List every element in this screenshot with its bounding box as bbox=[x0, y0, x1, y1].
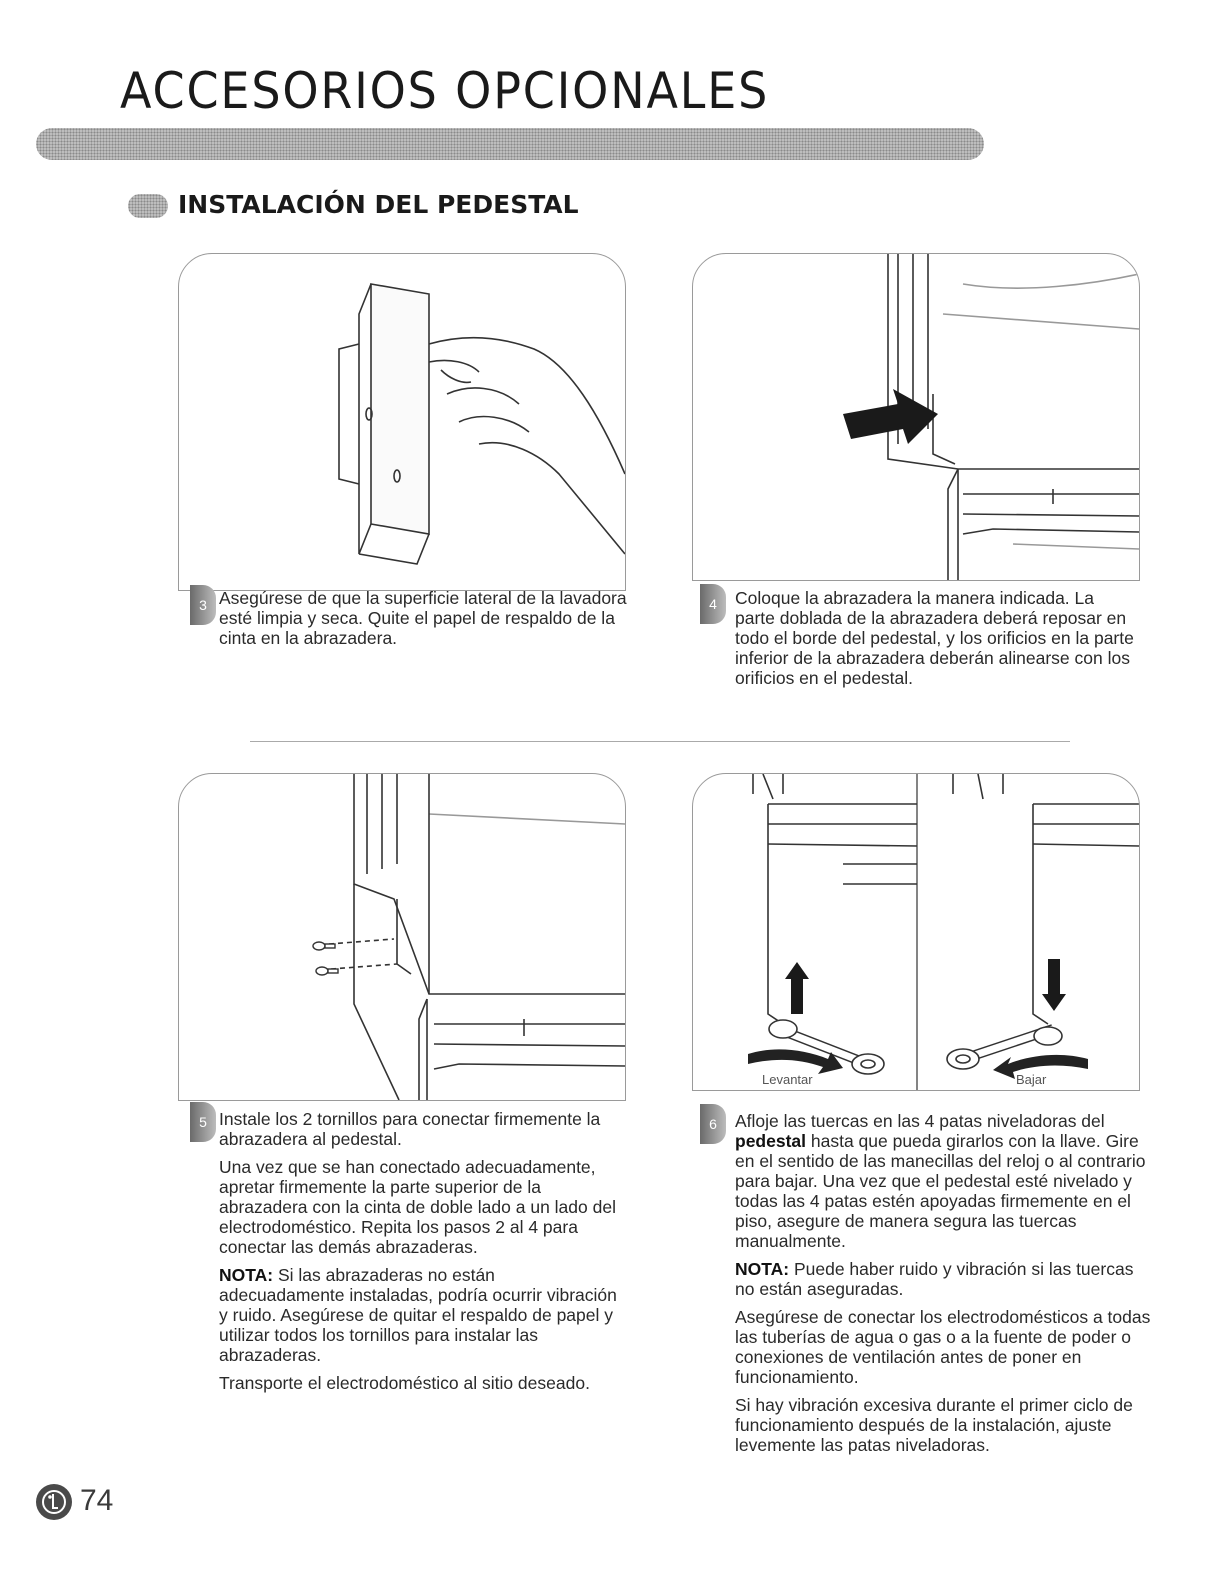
illustration-step-4 bbox=[692, 253, 1140, 581]
section-pill bbox=[128, 194, 168, 218]
step-5-note-text: Si las abrazaderas no están adecuadamente instaladas, podría ocurrir vibración y ruido. Asegúrese de quitar el respaldo de papel y utilizar todos los tornillos para instalar las abrazaderas. bbox=[219, 1265, 617, 1365]
title-bar bbox=[36, 128, 984, 160]
caption-lower: Bajar bbox=[1016, 1072, 1047, 1087]
screw-icon bbox=[313, 942, 338, 975]
step-5-p1: Instale los 2 tornillos para conectar firmemente la abrazadera al pedestal. bbox=[219, 1109, 601, 1149]
step-3-paragraph: Asegúrese de que la superficie lateral de la lavadora esté limpia y seca. Quite el papel de respaldo de la cinta en la abrazadera. bbox=[219, 588, 627, 648]
step-6-note bbox=[735, 1259, 1155, 1299]
illustration-step-6 bbox=[692, 773, 1140, 1091]
illustration-step-5 bbox=[178, 773, 626, 1101]
step-6-p3: Asegúrese de conectar los electrodomésticos a todas las tuberías de agua o gas o a la fuente de poder o conexiones de ventilación antes de poner en funcionamiento. bbox=[735, 1307, 1151, 1387]
lg-logo-icon bbox=[36, 1484, 72, 1520]
bracket-hand-drawing bbox=[179, 254, 625, 590]
step-6-text bbox=[735, 1111, 1155, 1463]
screw-install-drawing bbox=[179, 774, 625, 1100]
step-6-note-label: NOTA: bbox=[735, 1259, 790, 1279]
step-4-text bbox=[735, 588, 1135, 696]
step-badge-5: 5 bbox=[190, 1102, 216, 1142]
bracket-placement-drawing bbox=[693, 254, 1139, 580]
step-5-note-label: NOTA: bbox=[219, 1265, 274, 1285]
caption-raise: Levantar bbox=[762, 1072, 813, 1087]
step-badge-3: 3 bbox=[190, 585, 216, 625]
step-5-p2: Una vez que se han conectado adecuadamente, apretar firmemente la parte superior de la abrazadera con la cinta de doble lado a un lado del electrodoméstico. Repita los pasos 2 al 4 para conectar las demás abrazaderas. bbox=[219, 1157, 616, 1257]
push-arrow-icon bbox=[843, 389, 938, 444]
section-divider bbox=[250, 741, 1070, 742]
step-6-p4: Si hay vibración excesiva durante el primer ciclo de funcionamiento después de la instalación, ajuste levemente las patas niveladoras. bbox=[735, 1395, 1133, 1455]
step-6-p1 bbox=[735, 1111, 1155, 1251]
page-title: ACCESORIOS OPCIONALES bbox=[120, 62, 770, 120]
section-title: INSTALACIÓN DEL PEDESTAL bbox=[178, 190, 579, 219]
step-5-p4: Transporte el electrodoméstico al sitio deseado. bbox=[219, 1373, 590, 1393]
page-number: 74 bbox=[80, 1484, 114, 1517]
step-6-p1-a: Afloje las tuercas en las 4 patas niveladoras del bbox=[735, 1111, 1105, 1131]
step-badge-4: 4 bbox=[700, 584, 726, 624]
arrow-down-icon bbox=[1042, 959, 1066, 1011]
illustration-step-3 bbox=[178, 253, 626, 591]
step-6-note-text: Puede haber ruido y vibración si las tuercas no están aseguradas. bbox=[735, 1259, 1134, 1299]
step-5-note bbox=[219, 1265, 624, 1365]
step-6-p1-c: hasta que pueda girarlos con la llave. Gire en el sentido de las manecillas del reloj o al contrario para bajar. Una vez que el pedestal esté nivelado y todas las 4 patas estén apoyadas firmemente en el piso, asegure de manera segura las tuercas manualmente. bbox=[735, 1131, 1146, 1251]
step-6-p1-bold: pedestal bbox=[735, 1131, 806, 1151]
step-4-paragraph: Coloque la abrazadera la manera indicada. La parte doblada de la abrazadera deberá reposar en todo el borde del pedestal, y los orificios en la parte inferior de la abrazadera deberán alinearse con los orificios en el pedestal. bbox=[735, 588, 1134, 688]
step-5-text bbox=[219, 1109, 624, 1401]
step-3-text bbox=[219, 588, 629, 656]
step-badge-6: 6 bbox=[700, 1104, 726, 1144]
leveling-feet-drawing bbox=[693, 774, 1139, 1090]
arrow-up-icon bbox=[785, 962, 809, 1014]
